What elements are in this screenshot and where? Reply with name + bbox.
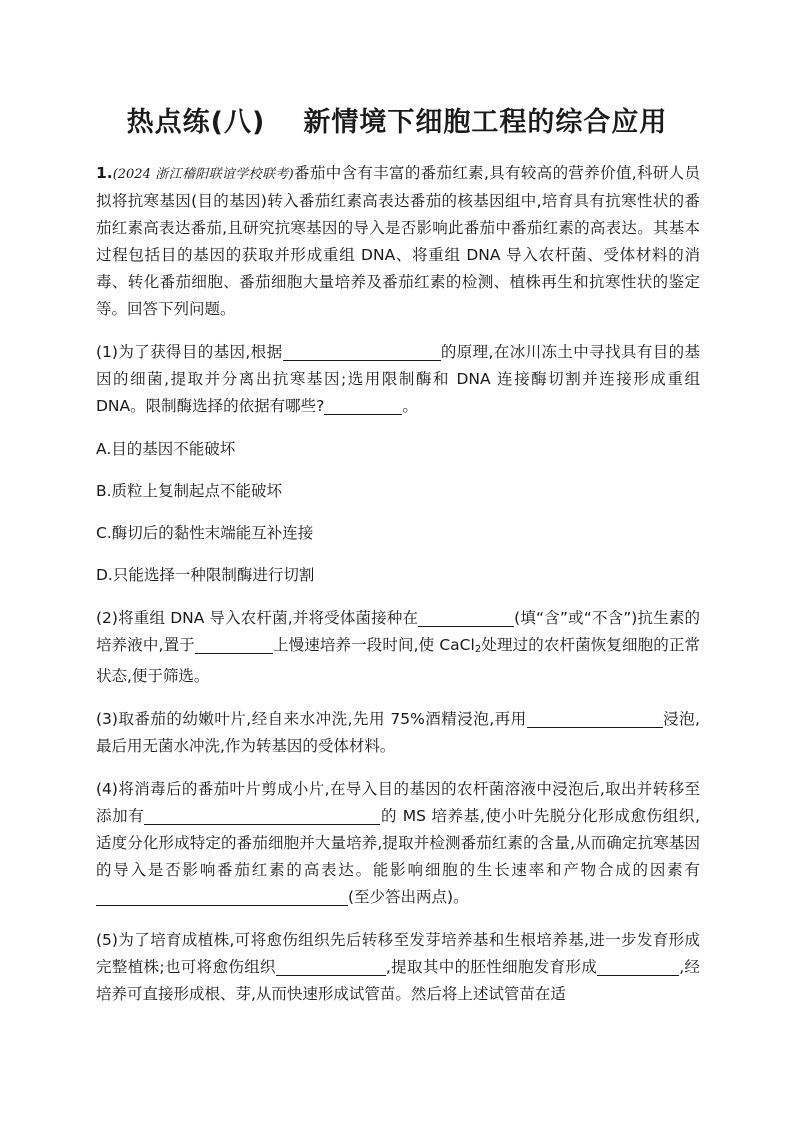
subquestion-1 bbox=[96, 339, 700, 420]
option-b: B.质粒上复制起点不能破坏 bbox=[96, 482, 283, 500]
p1-text-a: (1)为了获得目的基因,根据 bbox=[96, 343, 283, 361]
p1-text-b: 的原理,在冰川冻土中寻找具有目的基因的细菌,提取并分离出抗寒基因;选用限制酶和 DNA 连接酶切割并连接形成重组 DNA。限制酶选择的依据有哪些? bbox=[96, 343, 700, 415]
answer-blank-4[interactable] bbox=[195, 635, 273, 654]
answer-blank-1[interactable] bbox=[283, 342, 441, 361]
subquestion-3 bbox=[96, 706, 700, 760]
answer-blank-5[interactable] bbox=[527, 709, 663, 728]
option-c: C.酶切后的黏性末端能互补连接 bbox=[96, 524, 314, 542]
question-source: (2024 浙江稽阳联谊学校联考) bbox=[112, 167, 294, 182]
subquestion-2 bbox=[96, 605, 700, 690]
p4-text-b: 的 MS 培养基,使小叶先脱分化形成愈伤组织,适度分化形成特定的番茄细胞并大量培养,提取并检测番茄红素的含量,从而确定抗寒基因的导入是否影响番茄红素的高表达。能影响细胞的生长速率和产物合成的因素有 bbox=[96, 807, 700, 879]
subquestion-5 bbox=[96, 927, 700, 1008]
answer-blank-8[interactable] bbox=[276, 957, 386, 976]
answer-blank-3[interactable] bbox=[418, 608, 514, 627]
page-title bbox=[0, 100, 794, 139]
p2-text-b: (填“含”或“不含”)抗生素的培养液中,置于 bbox=[96, 609, 701, 654]
option-a: A.目的基因不能破坏 bbox=[96, 440, 236, 458]
question-number: 1. bbox=[96, 164, 113, 182]
question-intro bbox=[96, 160, 700, 323]
p5-text-c: ,经培养可直接形成根、芽,从而快速形成试管苗。然后将上述试管苗在适 bbox=[96, 958, 700, 1003]
p4-text-c: (至少答出两点)。 bbox=[348, 888, 469, 906]
answer-blank-7[interactable] bbox=[96, 887, 348, 906]
title-part1: 热点练(八) bbox=[126, 107, 266, 138]
answer-blank-6[interactable] bbox=[144, 806, 380, 825]
question-body bbox=[96, 160, 700, 1024]
answer-blank-9[interactable] bbox=[597, 957, 679, 976]
p2-subscript: 2 bbox=[474, 644, 482, 655]
subquestion-4 bbox=[96, 776, 700, 911]
option-d: D.只能选择一种限制酶进行切割 bbox=[96, 566, 315, 584]
p1-text-c: 。 bbox=[402, 397, 418, 415]
intro-text: 番茄中含有丰富的番茄红素,具有较高的营养价值,科研人员拟将抗寒基因(目的基因)转入番茄红素高表达番茄的核基因组中,培育具有抗寒性状的番茄红素高表达番茄,且研究抗寒基因的导入是否影响此番茄中番茄红素的高表达。其基本过程包括目的基因的获取并形成重组 DNA、将重组 DNA 导入农杆菌、受体材料的消毒、转化番茄细胞、番茄细胞大量培养及番茄红素的检测、植株再生和抗寒性状的鉴定等。回答下列问题。 bbox=[96, 164, 700, 318]
p2-text-a: (2)将重组 DNA 导入农杆菌,并将受体菌接种在 bbox=[96, 609, 419, 627]
answer-blank-2[interactable] bbox=[324, 396, 402, 415]
p2-text-d: 处理过的农杆菌恢复细胞的正常状态,便于筛选。 bbox=[96, 636, 700, 685]
p2-text-c: 上慢速培养一段时间,使 CaCl bbox=[272, 636, 475, 654]
p4-text-a: (4)将消毒后的番茄叶片剪成小片,在导入目的基因的农杆菌溶液中浸泡后,取出并转移至添加有 bbox=[96, 780, 700, 825]
p3-text-a: (3)取番茄的幼嫩叶片,经自来水冲洗,先用 75%酒精浸泡,再用 bbox=[96, 710, 527, 728]
p5-text-a: (5)为了培育成植株,可将愈伤组织先后转移至发芽培养基和生根培养基,进一步发育形成完整植株;也可将愈伤组织 bbox=[96, 931, 700, 976]
p3-text-b: 浸泡,最后用无菌水冲洗,作为转基因的受体材料。 bbox=[96, 710, 700, 755]
p5-text-b: ,提取其中的胚性细胞发育形成 bbox=[385, 958, 598, 976]
title-part2: 新情境下细胞工程的综合应用 bbox=[303, 107, 668, 138]
